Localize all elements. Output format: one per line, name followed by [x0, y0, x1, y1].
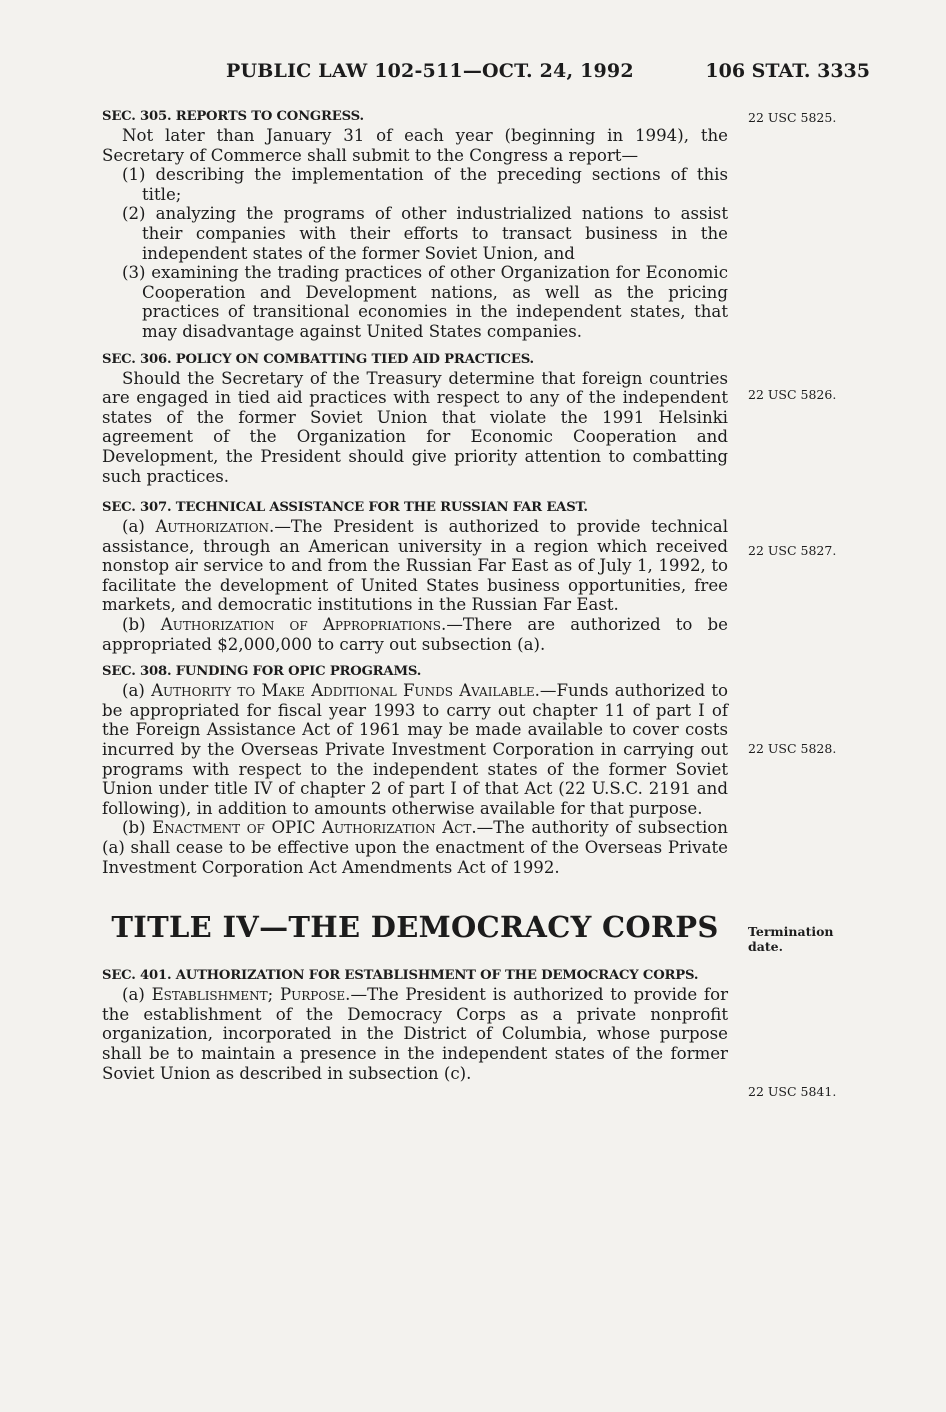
section-401	[102, 967, 728, 1083]
running-header	[100, 60, 870, 88]
section-306	[102, 351, 728, 487]
usc-note-5827: 22 USC 5827.	[748, 543, 837, 558]
subsection-caption: Establishment; Purpose.	[151, 985, 351, 1005]
subsection-a: (a) Authority to Make Additional Funds Available.—Funds authorized to be appropriated for fiscal year 1993 to carry out chapter 11 of part I of the Foreign Assistance Act of 1961 may be made available to cover costs incurred by the Overseas Private Investment Corporation in carrying out programs with respect to the independent states of the former Soviet Union under title IV of chapter 2 of part I of that Act (22 U.S.C. 2191 and following), in addition to amounts otherwise available for that purpose.	[102, 681, 728, 818]
section-paragraph: Not later than January 31 of each year (beginning in 1994), the Secretary of Commerce shall submit to the Congress a report—	[102, 126, 728, 165]
subsection-caption: Enactment of OPIC Authorization Act.	[152, 818, 477, 838]
subsection-a: (a) Establishment; Purpose.—The President is authorized to provide for the establishment of the Democracy Corps as a private nonprofit organization, incorporated in the District of Columbia, whose purpose shall be to maintain a presence in the independent states of the former Soviet Union as described in subsection (c).	[102, 985, 729, 1083]
subsection-b: (b) Authorization of Appropriations.—There are authorized to be appropriated $2,000,000 to carry out subsection (a).	[102, 615, 729, 654]
section-305	[102, 108, 728, 342]
list-item: (3) examining the trading practices of other Organization for Economic Cooperation and Development nations, as well as the pricing practices of transitional economies in the independent states, that may disadvantage against United States companies.	[122, 263, 728, 341]
usc-note-5825: 22 USC 5825.	[748, 110, 837, 125]
usc-note-5841: 22 USC 5841.	[748, 1084, 837, 1099]
usc-note-5826: 22 USC 5826.	[748, 387, 837, 402]
public-law-citation: PUBLIC LAW 102-511—OCT. 24, 1992	[226, 60, 634, 82]
subsection-caption: Authority to Make Additional Funds Available.	[151, 681, 540, 701]
section-heading: SEC. 305. REPORTS TO CONGRESS.	[102, 109, 364, 124]
list-item: (2) analyzing the programs of other industrialized nations to assist their companies with their efforts to transact business in the independent states of the former Soviet Union, and	[122, 204, 728, 263]
usc-note-5828: 22 USC 5828.	[748, 741, 837, 756]
section-307	[102, 499, 728, 654]
statute-page-number: 106 STAT. 3335	[705, 60, 870, 82]
section-heading: SEC. 308. FUNDING FOR OPIC PROGRAMS.	[102, 664, 422, 680]
section-308	[102, 663, 728, 877]
section-paragraph: Should the Secretary of the Treasury determine that foreign countries are engaged in tied aid practices with respect to any of the independent states of the former Soviet Union that violate the 1991 Helsinki agreement of the Organization for Economic Cooperation and Development, the President should give priority attention to combatting such practices.	[102, 368, 728, 486]
list-item: (1) describing the implementation of the preceding sections of this title;	[122, 165, 728, 204]
subsection-caption: Authorization.	[155, 517, 275, 537]
statute-body	[102, 108, 728, 1083]
title-heading: TITLE IV—THE DEMOCRACY CORPS	[111, 910, 719, 945]
subsection-a: (a) Authorization.—The President is authorized to provide technical assistance, through an American university in a region which received nonstop air service to and from the Russian Far East as of July 1, 1992, to facilitate the development of United States business opportunities, free markets, and democratic institutions in the Russian Far East.	[102, 517, 729, 615]
subsection-caption: Authorization of Appropriations.	[160, 615, 447, 635]
termination-date-note: Termination date.	[748, 924, 834, 954]
subsection-b: (b) Enactment of OPIC Authorization Act.—The authority of subsection (a) shall cease to be effective upon the enactment of the Overseas Private Investment Corporation Act Amendments Act of 1992.	[102, 818, 728, 877]
section-heading: SEC. 401. AUTHORIZATION FOR ESTABLISHMENT OF THE DEMOCRACY CORPS.	[102, 968, 699, 984]
section-heading: SEC. 307. TECHNICAL ASSISTANCE FOR THE RUSSIAN FAR EAST.	[102, 500, 588, 516]
section-heading: SEC. 306. POLICY ON COMBATTING TIED AID PRACTICES.	[102, 351, 534, 367]
